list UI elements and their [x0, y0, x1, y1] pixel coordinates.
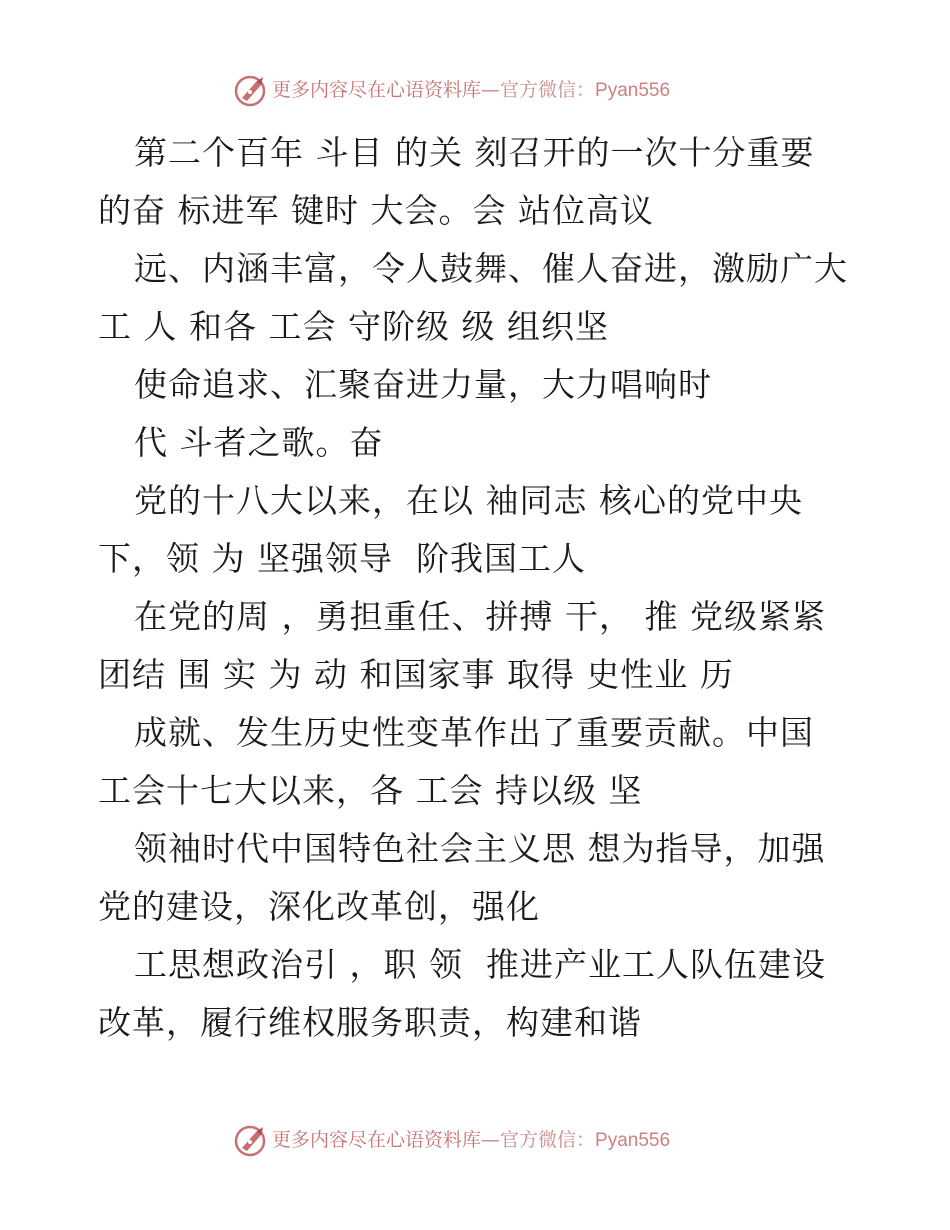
watermark-official: 官方微信：	[500, 1129, 596, 1151]
text-line: 党的建设，深化改革创，强化	[98, 887, 540, 926]
watermark-main: 更多内容尽在心语资料库	[272, 79, 482, 101]
watermark-dash: —	[481, 79, 501, 101]
header-watermark	[0, 70, 950, 110]
text-line: 团结 围 实 为 动 和国家事 取得 史性业 历	[98, 655, 734, 694]
text-line: 在党的周 ，勇担重任、拼搏 干， 推 党级紧紧	[134, 597, 826, 636]
watermark-id: Pyan556	[595, 80, 671, 101]
text-line: 领袖时代中国特色社会主义思 想为指导，加强	[134, 829, 826, 868]
text-line: 工 人 和各 工会 守阶级 级 组织坚	[98, 307, 609, 346]
text-line: 使命追求、汇聚奋进力量，大力唱响时	[134, 365, 712, 404]
text-line: 工思想政治引 ，职 领 推进产业工人队伍建设	[134, 945, 826, 984]
text-line: 成就、发生历史性变革作出了重要贡献。中国	[134, 713, 814, 752]
text-line: 远、内涵丰富，令人鼓舞、催人奋进，激励广大	[134, 249, 848, 288]
text-line: 第二个百年 斗目 的关 刻召开的一次十分重要	[134, 133, 815, 172]
text-line: 党的十八大以来，在以 袖同志 核心的党中央	[134, 481, 803, 520]
footer-watermark	[0, 1120, 950, 1160]
text-line: 的奋 标进军 键时 大会。会 站位高议	[98, 191, 654, 230]
watermark-id: Pyan556	[595, 1130, 671, 1151]
watermark-official: 官方微信：	[500, 79, 596, 101]
watermark-dash: —	[481, 1129, 501, 1151]
pen-nib-circle-icon	[232, 72, 268, 108]
text-line: 工会十七大以来，各 工会 持以级 坚	[98, 771, 643, 810]
text-line: 下，领 为 坚强领导 阶我国工人	[98, 539, 586, 578]
text-line: 代 斗者之歌。奋	[134, 423, 384, 462]
watermark-text	[272, 1128, 670, 1153]
watermark-main: 更多内容尽在心语资料库	[272, 1129, 482, 1151]
watermark-text	[272, 78, 670, 103]
text-line: 改革，履行维权服务职责，构建和谐	[98, 1003, 642, 1042]
pen-nib-circle-icon	[232, 1122, 268, 1158]
